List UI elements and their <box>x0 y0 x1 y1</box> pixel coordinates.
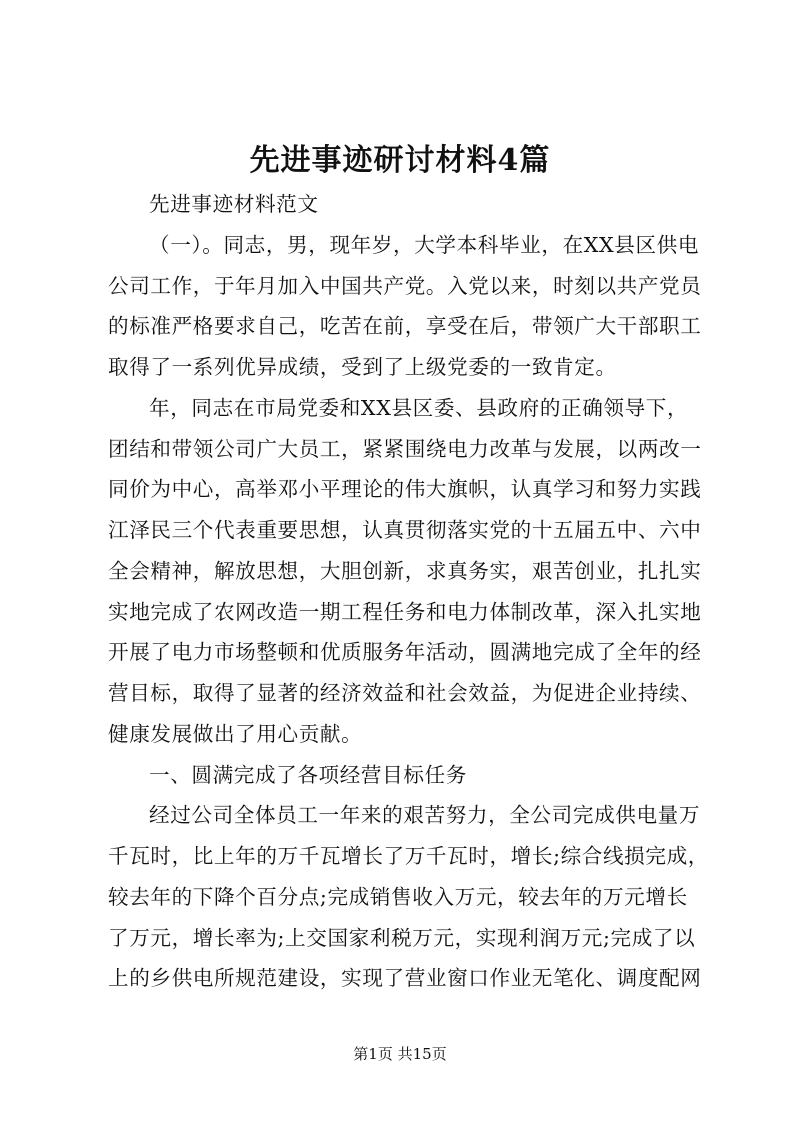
section-heading: 一、圆满完成了各项经营目标任务 <box>149 762 467 787</box>
paragraph-line: 团结和带领公司广大员工，紧紧围绕电力改革与发展，以两改一 <box>108 436 702 461</box>
paragraph-line: 千瓦时，比上年的万千瓦增长了万千瓦时，增长;综合线损完成， <box>108 844 709 868</box>
paragraph-line: 的标准严格要求自己，吃苦在前，享受在后，带领广大干部职工 <box>108 314 702 339</box>
paragraph-line: 取得了一系列优异成绩，受到了上级党委的一致肯定。 <box>108 355 617 379</box>
document-title: 先进事迹研讨材料4篇 <box>249 143 551 178</box>
paragraph-line: 同价为中心，高举邓小平理论的伟大旗帜，认真学习和努力实践 <box>108 477 702 502</box>
paragraph-line: 上的乡供电所规范建设，实现了营业窗口作业无笔化、调度配网 <box>108 966 702 991</box>
paragraph-line: 公司工作，于年月加入中国共产党。入党以来，时刻以共产党员 <box>108 273 702 298</box>
paragraph-line: 全会精神，解放思想，大胆创新，求真务实，艰苦创业，扎扎实 <box>108 558 702 583</box>
paragraph-line: 开展了电力市场整顿和优质服务年活动，圆满地完成了全年的经 <box>108 640 702 665</box>
paragraph-line: 营目标，取得了显著的经济效益和社会效益，为促进企业持续、 <box>108 681 702 705</box>
paragraph-line: 经过公司全体员工一年来的艰苦努力，全公司完成供电量万 <box>149 803 701 828</box>
paragraph-line: （一）。同志，男，现年岁，大学本科毕业，在XX县区供电 <box>149 232 700 257</box>
paragraph-line: 实地完成了农网改造一期工程任务和电力体制改革，深入扎实地 <box>108 599 702 624</box>
paragraph-line: 健康发展做出了用心贡献。 <box>108 721 363 746</box>
paragraph-line: 了万元，增长率为;上交国家利税万元，实现利润万元;完成了以 <box>108 925 696 950</box>
document-body <box>108 184 712 999</box>
paragraph-line: 较去年的下降个百分点;完成销售收入万元，较去年的万元增长 <box>108 884 688 909</box>
section-heading: 先进事迹材料范文 <box>149 192 319 216</box>
paragraph-line: 江泽民三个代表重要思想，认真贯彻落实党的十五届五中、六中 <box>108 518 702 542</box>
page-number-footer: 第1页 共15页 <box>353 1045 447 1063</box>
paragraph-line: 年，同志在市局党委和XX县区委、县政府的正确领导下， <box>149 395 689 420</box>
